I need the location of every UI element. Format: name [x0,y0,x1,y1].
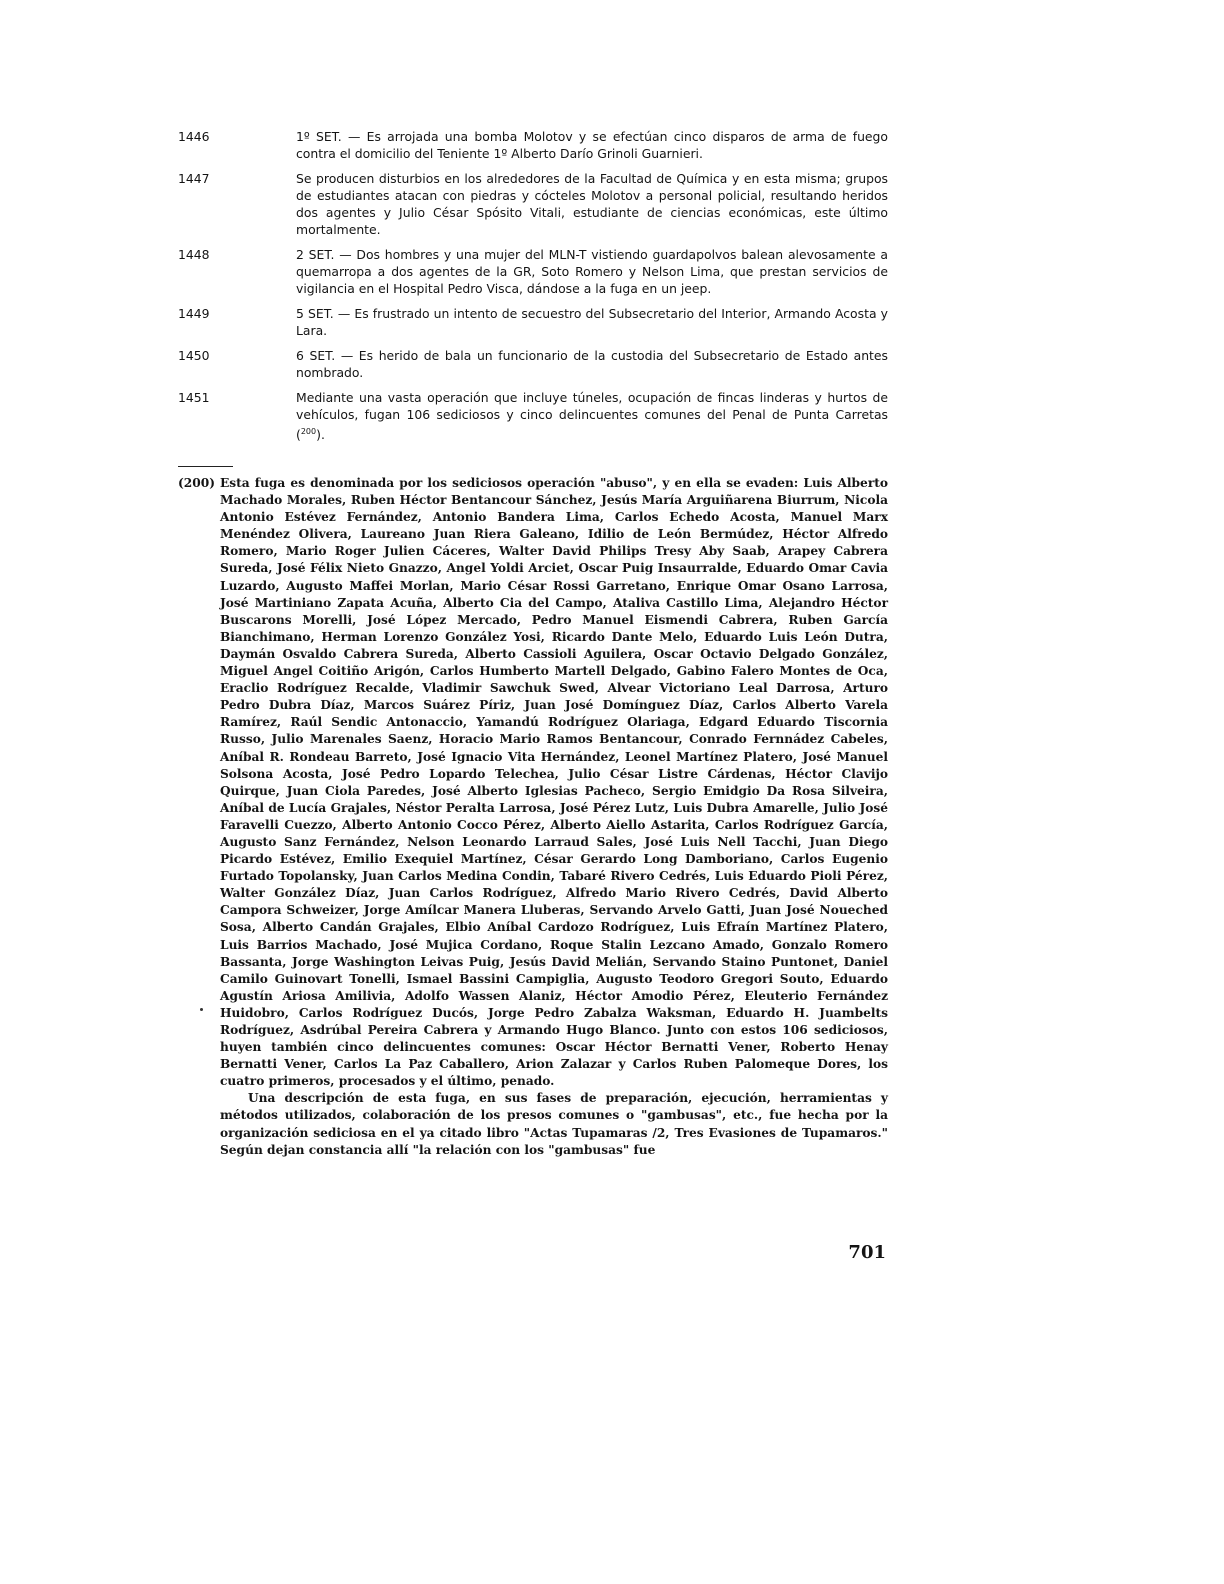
entry-number: 1446 [178,129,210,144]
entry-text-body: Mediante una vasta operación que incluye túneles, ocupación de fincas linderas y hurtos de vehículos, fugan 106 sediciosos y cinco delincuentes comunes del Penal de Punta Carretas [296,390,888,422]
footnote-separator [178,466,233,467]
footnote-ref-number: 200 [300,427,317,436]
entry-text: 6 SET. — Es herido de bala un funcionario de la custodia del Subsecretario de Estado antes nombrado. [296,348,888,380]
chronology-entry [178,305,888,339]
entry-suffix: . [320,427,325,443]
chronology-entry [178,170,888,238]
entry-text: 1º SET. — Es arrojada una bomba Molotov y se efectúan cinco disparos de arma de fuego contra el domicilio del Teniente 1º Alberto Darío Grinoli Guarnieri. [296,129,888,161]
footnote-paragraph-2: Una descripción de esta fuga, en sus fases de preparación, ejecución, herramientas y métodos utilizados, colaboración de los presos comunes o "gambusas", etc., fue hecha por la organización sediciosa en el ya citado libro "Actas Tupamaras /2, Tres Evasiones de Tupamaros." Según dejan constancia allí "la relación con los "gambusas" fue [220,1091,888,1157]
footnote-row [178,475,888,1090]
chronology-entries [178,128,888,451]
footnote-marker: (200) [178,476,215,490]
entry-text: 2 SET. — Dos hombres y una mujer del MLN-T vistiendo guardapolvos balean alevosamente a quemarropa a dos agentes de la GR, Soto Romero y Nelson Lima, que prestan servicios de vigilancia en el Hospital Pedro Visca, dándose a la fuga en un jeep. [296,247,888,296]
margin-mark [200,1008,203,1011]
entry-text: Se producen disturbios en los alrededores de la Facultad de Química y en esta misma; grupos de estudiantes atacan con piedras y cócteles Molotov a personal policial, resultando heridos dos agentes y Julio César Spósito Vitali, estudiante de ciencias económicas, este último mortalmente. [296,171,888,237]
entry-number: 1450 [178,348,210,363]
entry-text: Mediante una vasta operación que incluye túneles, ocupación de fincas linderas y hurtos de vehículos, fugan 106 sediciosos y cinco delincuentes comunes del Penal de Punta Carretas ($^{200}$). [296,390,888,443]
chronology-entry [178,347,888,381]
entry-number: 1447 [178,171,210,186]
entry-number: 1449 [178,306,210,321]
chronology-entry [178,128,888,162]
chronology-entry [178,389,888,443]
footnote [178,475,888,1159]
footnote-paragraph-1: Esta fuga es denominada por los sediciosos operación "abuso", y en ella se evaden: Luis Alberto Machado Morales, Ruben Héctor Bentancour Sánchez, Jesús María Arguiñarena Biurrum, Nicola Antonio Estévez Fernández, Antonio Bandera Lima, Carlos Echedo Acosta, Manuel Marx Menéndez Olivera, Laureano Juan Riera Galeano, Idilio de León Bermúdez, Héctor Alfredo Romero, Mario Roger Julien Cáceres, Walter David Philips Tresy Aby Saab, Arapey Cabrera Sureda, José Félix Nieto Gnazzo, Angel Yoldi Arciet, Oscar Puig Insaurralde, Eduardo Omar Cavia Luzardo, Augusto Maffei Morlan, Mario César Rossi Garretano, Enrique Omar Osano Larrosa, José Martiniano Zapata Acuña, Alberto Cia del Campo, Ataliva Castillo Lima, Alejandro Héctor Buscarons Morelli, José López Mercado, Pedro Manuel Eismendi Cabrera, Ruben García Bianchimano, Herman Lorenzo González Yosi, Ricardo Dante Melo, Eduardo Luis León Dutra, Daymán Osvaldo Cabrera Sureda, Alberto Cassioli Aguilera, Oscar Octavio Delgado González, Miguel Angel Coitiño Arigón, Carlos Humberto Martell Delgado, Gabino Falero Montes de Oca, Eraclio Rodríguez Recalde, Vladimir Sawchuk Swed, Alvear Victoriano Leal Darrosa, Arturo Pedro Dubra Díaz, Marcos Suárez Píriz, Juan José Domínguez Díaz, Carlos Alberto Varela Ramírez, Raúl Sendic Antonaccio, Yamandú Rodríguez Olariaga, Edgard Eduardo Tiscornia Russo, Julio Marenales Saenz, Horacio Mario Ramos Bentancour, Conrado Fernnádez Cabeles, Aníbal R. Rondeau Barreto, José Ignacio Vita Hernández, Leonel Martínez Platero, José Manuel Solsona Acosta, José Pedro Lopardo Telechea, Julio César Listre Cárdenas, Héctor Clavijo Quirque, Juan Ciola Paredes, José Alberto Iglesias Pacheco, Sergio Emidgio Da Rosa Silveira, Aníbal de Lucía Grajales, Néstor Peralta Larrosa, José Pérez Lutz, Luis Dubra Amarelle, Julio José Faravelli Cuezzo, Alberto Antonio Cocco Pérez, Alberto Aiello Astarita, Carlos Rodríguez García, Augusto Sanz Fernández, Nelson Leonardo Larraud Sales, José Luis Nell Tacchi, Juan Diego Picardo Estévez, Emilio Exequiel Martínez, César Gerardo Long Damboriano, Carlos Eugenio Furtado Topolansky, Juan Carlos Medina Condin, Tabaré Rivero Cedrés, Luis Eduardo Pioli Pérez, Walter González Díaz, Juan Carlos Rodríguez, Alfredo Mario Rivero Cedrés, David Alberto Campora Schweizer, Jorge Amílcar Manera Lluberas, Servando Arvelo Gatti, Juan José Noueched Sosa, Alberto Candán Grajales, Elbio Aníbal Cardozo Rodríguez, Luis Efraín Martínez Platero, Luis Barrios Machado, José Mujica Cordano, Roque Stalin Lezcano Amado, Gonzalo Romero Bassanta, Jorge Washington Leivas Puig, Jesús David Melián, Servando Staino Puntonet, Daniel Camilo Guinovart Tonelli, Ismael Bassini Campiglia, Augusto Teodoro Gregori Souto, Eduardo Agustín Ariosa Amilivia, Adolfo Wassen Alaniz, Héctor Amodio Pérez, Eleuterio Fernández Huidobro, Carlos Rodríguez Ducós, Jorge Pedro Zabalza Waksman, Eduardo H. Juambelts Rodríguez, Asdrúbal Pereira Cabrera y Armando Hugo Blanco. Junto con estos 106 sediciosos, huyen también cinco delincuentes comunes: Oscar Héctor Bernatti Vener, Roberto Henay Bernatti Vener, Carlos La Paz Caballero, Arion Zalazar y Carlos Ruben Palomeque Dores, los cuatro primeros, procesados y el último, penado. [220,476,888,1089]
footnote-reference[interactable] [301,427,316,436]
entry-number: 1451 [178,390,210,405]
entry-text: 5 SET. — Es frustrado un intento de secuestro del Subsecretario del Interior, Armando Acosta y Lara. [296,306,888,338]
page-number: 701 [848,1242,886,1263]
chronology-entry [178,246,888,297]
entry-number: 1448 [178,247,210,262]
